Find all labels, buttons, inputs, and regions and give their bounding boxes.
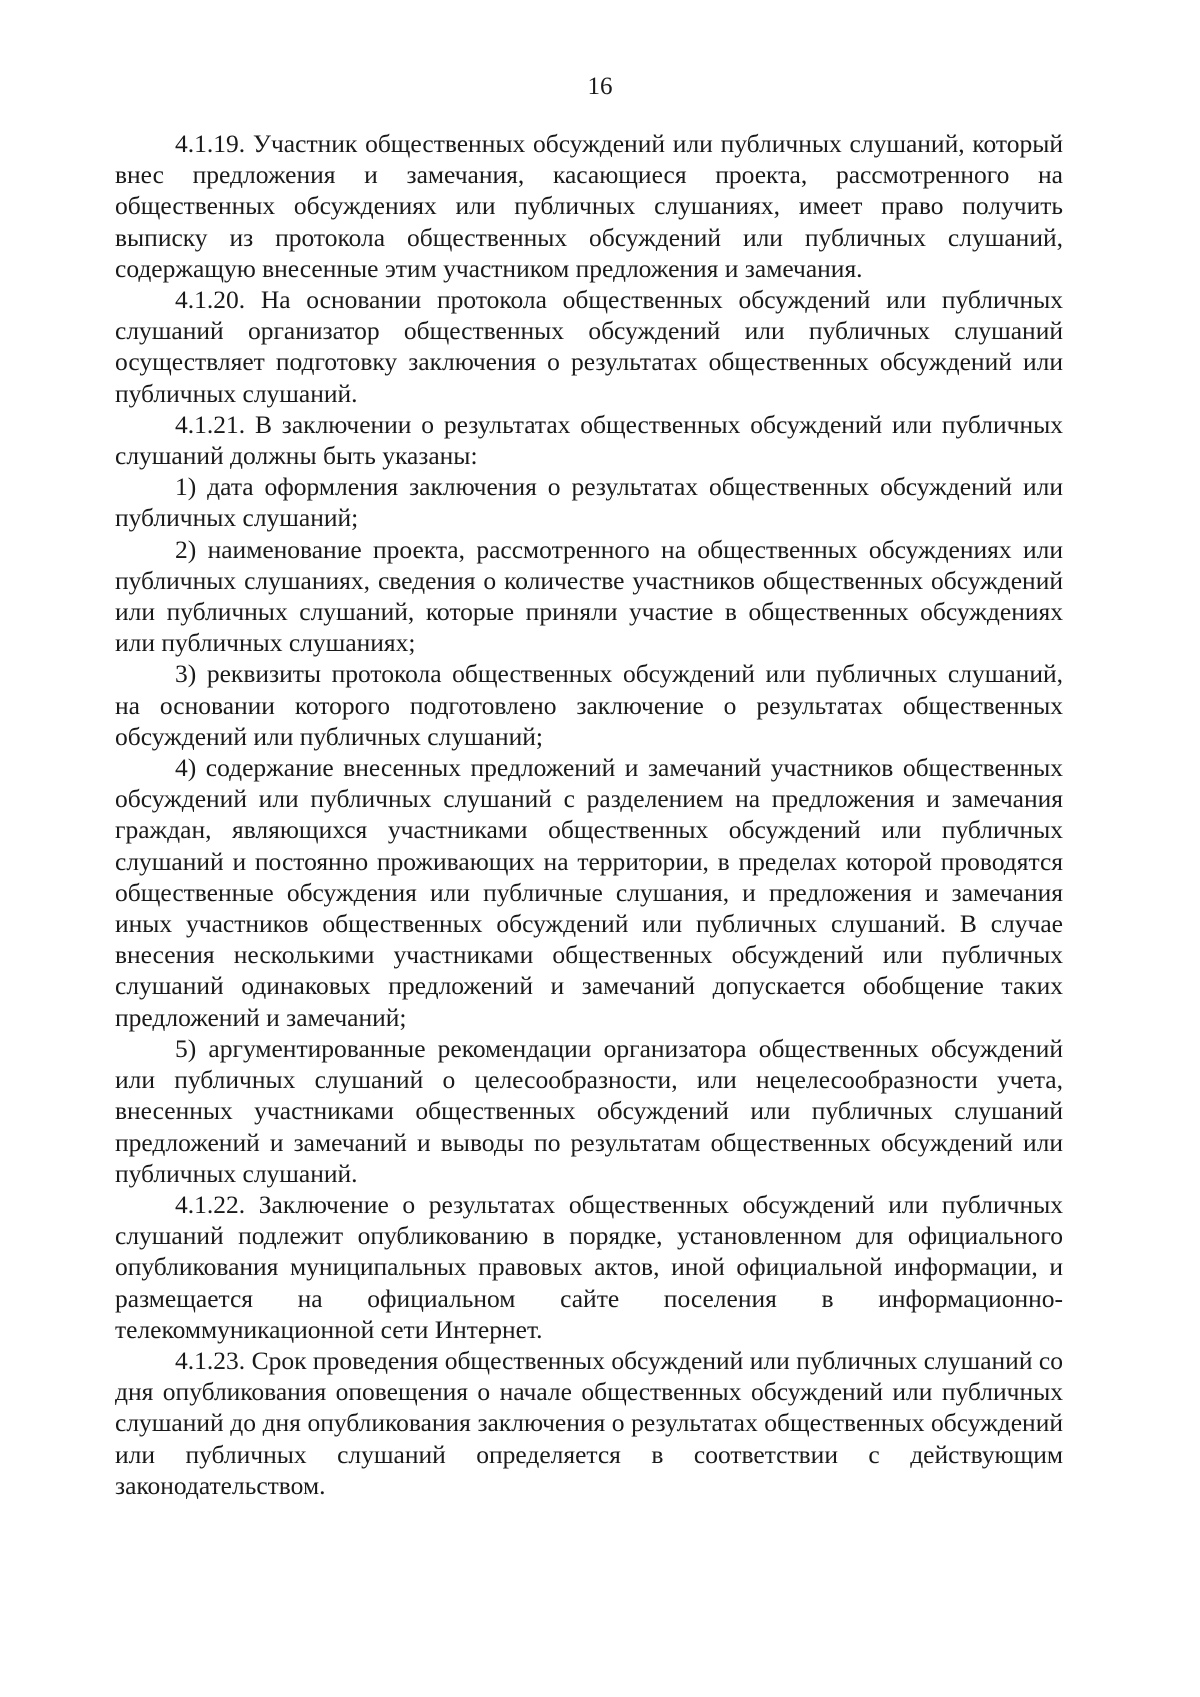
- paragraph-4-1-19: 4.1.19. Участник общественных обсуждений или публичных слушаний, который внес предложения и замечания, касающиеся проекта, рассмотренного на общественных обсуждениях или публичных слушаниях, имеет право получить выписку из протокола общественных обсуждений или публичных слушаний, содержащую внесенные этим участником предложения и замечания.: [115, 129, 1063, 283]
- list-item-1: 1) дата оформления заключения о результатах общественных обсуждений или публичных слушаний;: [115, 472, 1063, 533]
- list-item-3: 3) реквизиты протокола общественных обсуждений или публичных слушаний, на основании которого подготовлено заключение о результатах общественных обсуждений или публичных слушаний;: [115, 659, 1063, 751]
- paragraph-4-1-22: 4.1.22. Заключение о результатах общественных обсуждений или публичных слушаний подлежит опубликованию в порядке, установленном для официального опубликования муниципальных правовых актов, иной официальной информации, и размещается на официальном сайте поселения в информационно-телекоммуникационной сети Интернет.: [115, 1189, 1063, 1344]
- page-number: 16: [587, 73, 613, 100]
- list-item-5: 5) аргументированные рекомендации организатора общественных обсуждений или публичных слушаний о целесообразности, или нецелесообразности учета, внесенных участниками общественных обсуждений или публичных слушаний предложений и замечаний и выводы по результатам общественных обсуждений или публичных слушаний.: [115, 1033, 1063, 1188]
- paragraph-4-1-21: 4.1.21. В заключении о результатах общественных обсуждений или публичных слушаний должны быть указаны:: [115, 409, 1063, 471]
- document-body: [115, 128, 1063, 1501]
- paragraph-4-1-23: 4.1.23. Срок проведения общественных обсуждений или публичных слушаний со дня опубликования оповещения о начале общественных обсуждений или публичных слушаний до дня опубликования заключения о результатах общественных обсуждений или публичных слушаний определяется в соответствии с действующим законодательством.: [115, 1345, 1063, 1500]
- list-item-4: 4) содержание внесенных предложений и замечаний участников общественных обсуждений или публичных слушаний с разделением на предложения и замечания граждан, являющихся участниками общественных обсуждений или публичных слушаний и постоянно проживающих на территории, в пределах которой проводятся общественные обсуждения или публичные слушания, и предложения и замечания иных участников общественных обсуждений или публичных слушаний. В случае внесения несколькими участниками общественных обсуждений или публичных слушаний одинаковых предложений и замечаний допускается обобщение таких предложений и замечаний;: [115, 753, 1063, 1032]
- paragraph-4-1-20: 4.1.20. На основании протокола общественных обсуждений или публичных слушаний организатор общественных обсуждений или публичных слушаний осуществляет подготовку заключения о результатах общественных обсуждений или публичных слушаний.: [115, 285, 1063, 408]
- list-item-2: 2) наименование проекта, рассмотренного на общественных обсуждениях или публичных слушаниях, сведения о количестве участников общественных обсуждений или публичных слушаний, которые приняли участие в общественных обсуждениях или публичных слушаниях;: [115, 534, 1063, 658]
